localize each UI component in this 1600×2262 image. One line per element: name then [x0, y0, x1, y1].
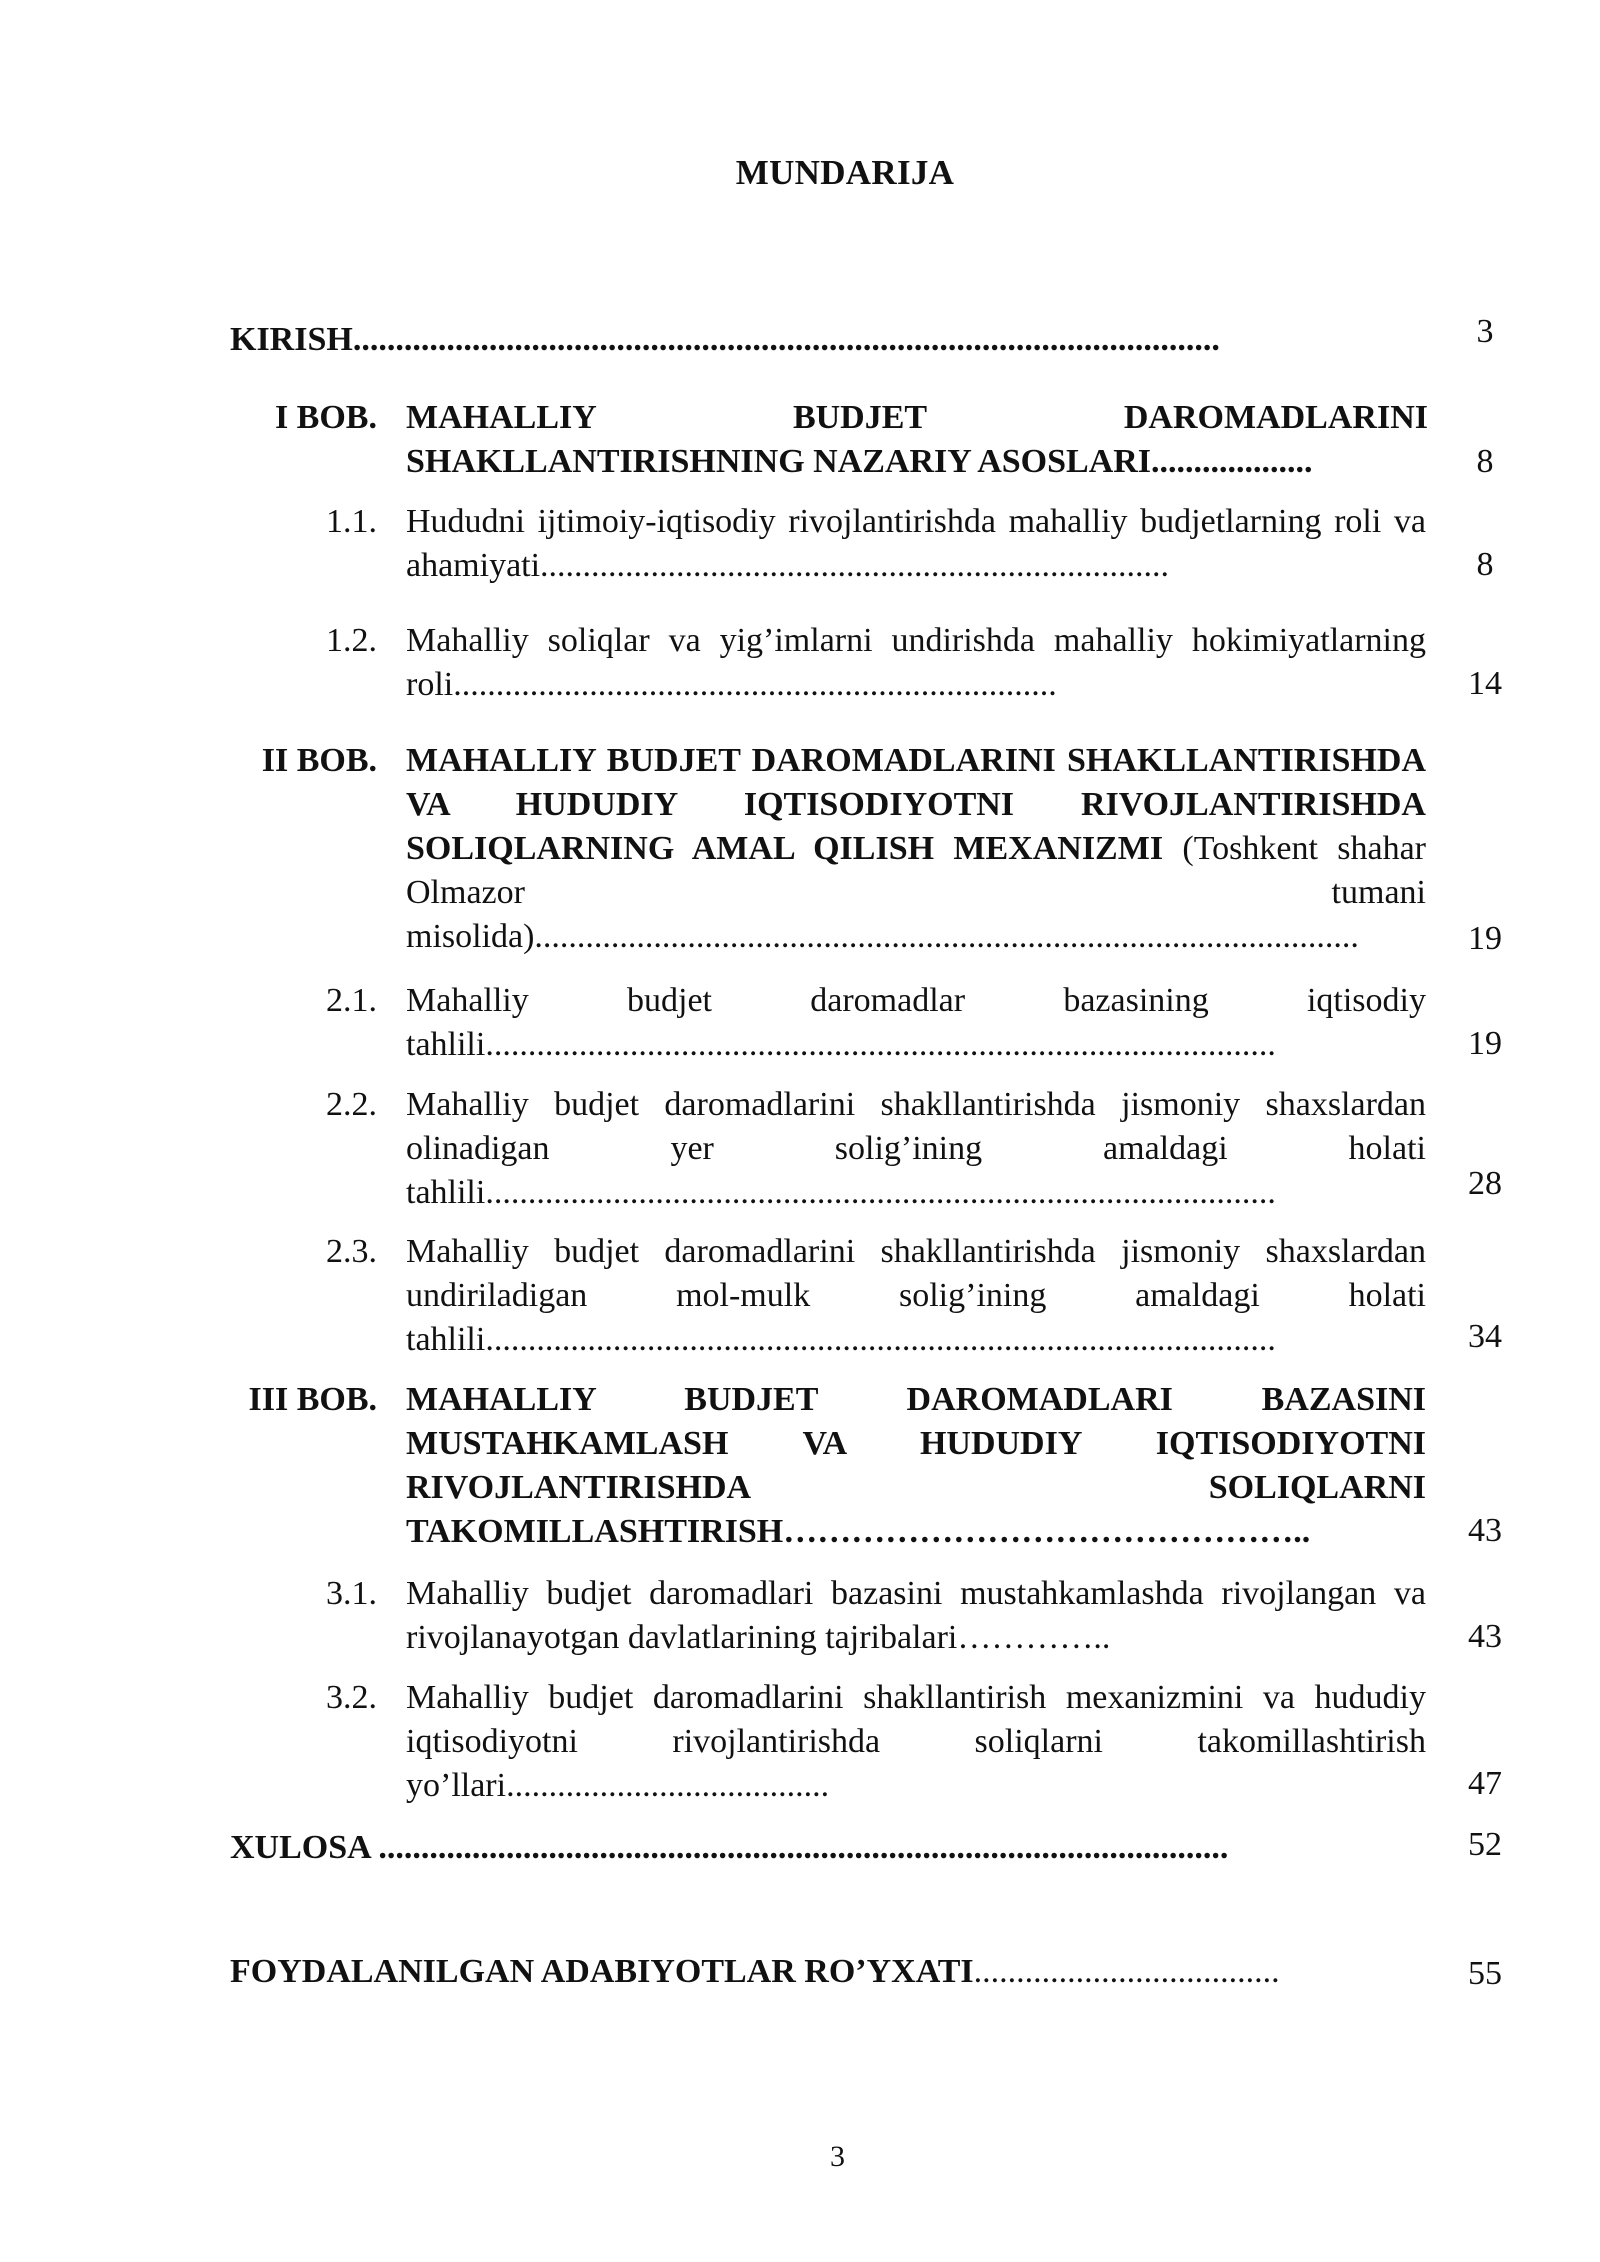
toc-entry-chapter-2[interactable] — [0, 739, 1600, 959]
toc-entry-number: 1.1. — [326, 503, 377, 540]
toc-entry-text: Mahalliy budjet daromadlari bazasini mustahkamlashda rivojlangan va rivojlanayotgan davlatlarining tajribalari………….. — [406, 1575, 1426, 1656]
toc-entry-kirish[interactable] — [0, 318, 1600, 368]
toc-entry-section-2-1[interactable] — [0, 979, 1600, 1069]
toc-page-number: 43 — [1468, 1512, 1502, 1549]
toc-page-number: 8 — [1476, 546, 1494, 583]
toc-entry-number: 1.2. — [326, 622, 377, 659]
toc-entry-text: Mahalliy budjet daromadlar bazasining iqtisodiy tahlili............................................................................................. — [406, 982, 1426, 1063]
toc-entry-number: 2.3. — [326, 1233, 377, 1270]
toc-entry-text: Hududni ijtimoiy-iqtisodiy rivojlantirishda mahalliy budjetlarning roli va ahamiyati.......................................................................... — [406, 503, 1426, 584]
toc-entry-section-1-2[interactable] — [0, 619, 1600, 709]
toc-page-number: 14 — [1468, 665, 1502, 702]
toc-entry-references[interactable] — [0, 1950, 1600, 2000]
toc-entry-section-3-2[interactable] — [0, 1676, 1600, 1806]
toc-page-number: 43 — [1468, 1618, 1502, 1655]
toc-page-number: 34 — [1468, 1318, 1502, 1355]
toc-page-number: 47 — [1468, 1765, 1502, 1802]
toc-entry-text: MAHALLIY BUDJET DAROMADLARI BAZASINI MUSTAHKAMLASH VA HUDUDIY IQTISODIYOTNI RIVOJLANTIRISHDA SOLIQLARNI TAKOMILLASHTIRISH……………………………………….. — [406, 1381, 1426, 1550]
toc-entry-label: KIRISH...................................................................................................... — [230, 321, 1220, 358]
toc-entry-text: MAHALLIY BUDJET DAROMADLARINI SHAKLLANTIRISHDA VA HUDUDIY IQTISODIYOTNI RIVOJLANTIRISHDA SOLIQLARNING AMAL QILISH MEXANIZMI (Toshkent shahar Olmazor tumani misolida)................................................................................................. — [406, 742, 1426, 955]
toc-entry-number: III BOB. — [248, 1381, 377, 1418]
toc-entry-number: 2.2. — [326, 1086, 377, 1123]
toc-entry-label: XULOSA .................................................................................................... — [230, 1829, 1229, 1866]
toc-entry-section-1-1[interactable] — [0, 500, 1600, 590]
toc-entry-text: MAHALLIY BUDJET DAROMADLARINI SHAKLLANTIRISHNING NAZARIY ASOSLARI................... — [406, 399, 1428, 480]
toc-entry-number: 3.2. — [326, 1679, 377, 1716]
toc-page-number: 28 — [1468, 1165, 1502, 1202]
toc-entry-text: Mahalliy budjet daromadlarini shakllantirishda jismoniy shaxslardan olinadigan yer solig’ining amaldagi holati tahlili............................................................................................. — [406, 1086, 1426, 1211]
toc-page-number: 52 — [1468, 1826, 1502, 1863]
toc-entry-number: I BOB. — [274, 399, 377, 436]
toc-page-number: 8 — [1476, 443, 1494, 480]
toc-entry-chapter-3[interactable] — [0, 1378, 1600, 1558]
toc-entry-number: 2.1. — [326, 982, 377, 1019]
toc-entry-number: II BOB. — [261, 742, 377, 779]
toc-page-number: 55 — [1468, 1955, 1502, 1992]
page-title: MUNDARIJA — [735, 153, 955, 192]
toc-entry-number: 3.1. — [326, 1575, 377, 1612]
toc-page-number: 19 — [1468, 1025, 1502, 1062]
toc-page-number: 3 — [1476, 313, 1494, 350]
toc-entry-text: Mahalliy budjet daromadlarini shakllantirish mexanizmini va hududiy iqtisodiyotni rivojlantirishda soliqlarni takomillashtirish yo’llari...................................... — [406, 1679, 1426, 1804]
toc-entry-section-3-1[interactable] — [0, 1572, 1600, 1662]
toc-entry-text: Mahalliy budjet daromadlarini shakllantirishda jismoniy shaxslardan undiriladigan mol-mulk solig’ining amaldagi holati tahlili............................................................................................. — [406, 1233, 1426, 1358]
toc-entry-chapter-1[interactable] — [0, 396, 1600, 486]
toc-entry-text: Mahalliy soliqlar va yig’imlarni undirishda mahalliy hokimiyatlarning roli....................................................................... — [406, 622, 1426, 703]
toc-page-number: 19 — [1468, 920, 1502, 957]
toc-entry-section-2-3[interactable] — [0, 1230, 1600, 1360]
toc-entry-section-2-2[interactable] — [0, 1083, 1600, 1213]
toc-entry-xulosa[interactable] — [0, 1826, 1600, 1876]
footer-page-number: 3 — [830, 2140, 845, 2173]
toc-entry-label: FOYDALANILGAN ADABIYOTLAR RO’YXATI.................................... — [230, 1953, 1280, 1990]
